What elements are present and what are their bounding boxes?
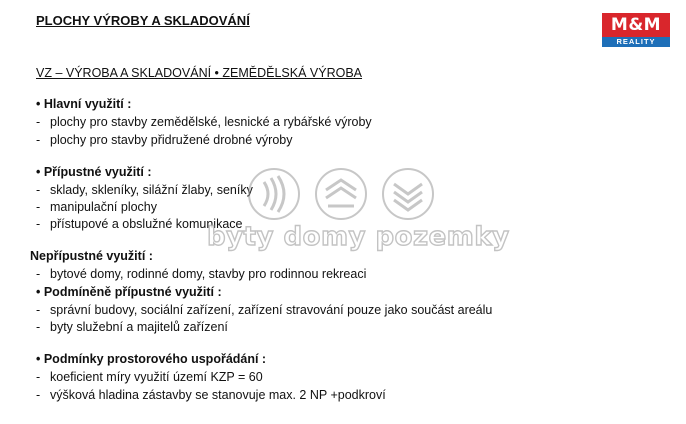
list-dash: - — [36, 183, 41, 197]
list-item-text: správní budovy, sociální zařízení, zařízení stravování pouze jako součást areálu — [50, 303, 493, 317]
layers-icon — [383, 169, 433, 219]
list-dash: - — [36, 320, 41, 334]
document-subtitle: VZ – VÝROBA A SKLADOVÁNÍ • ZEMĚDĚLSKÁ VÝROBA — [36, 66, 363, 80]
watermark-text: byty domy pozemky — [207, 222, 510, 252]
list-dash: - — [36, 133, 41, 147]
logo — [602, 13, 670, 47]
list-item-text: bytové domy, rodinné domy, stavby pro rodinnou rekreaci — [50, 267, 367, 281]
list-dash: - — [36, 370, 41, 384]
watermark-icons — [246, 166, 436, 222]
section-heading-permitted-use: • Přípustné využití : — [36, 165, 152, 179]
list-item — [36, 133, 293, 147]
list-item — [36, 200, 157, 214]
list-item — [36, 320, 228, 334]
list-item-text: plochy pro stavby přidružené drobné výroby — [50, 133, 293, 147]
list-dash: - — [36, 388, 41, 402]
logo-tagline: REALITY — [602, 37, 670, 47]
house-roof-icon — [316, 169, 366, 219]
section-heading-prohibited-use: Nepřípustné využití : — [30, 249, 153, 263]
section-heading-main-use: • Hlavní využití : — [36, 97, 132, 111]
list-item-text: přístupové a obslužné komunikace — [50, 217, 243, 231]
list-item-text: manipulační plochy — [50, 200, 158, 214]
list-item — [36, 115, 372, 129]
section-heading-conditional-use: • Podmíněně přípustné využití : — [36, 285, 222, 299]
logo-brand: M&M — [602, 13, 670, 37]
list-dash: - — [36, 115, 41, 129]
document-title: PLOCHY VÝROBY A SKLADOVÁNÍ — [36, 13, 250, 28]
list-item-text: koeficient míry využití území KZP = 60 — [50, 370, 263, 384]
list-item — [36, 267, 366, 281]
list-item — [36, 388, 386, 402]
list-item-text: sklady, skleníky, silážní žlaby, seníky — [50, 183, 253, 197]
list-dash: - — [36, 303, 41, 317]
list-item — [36, 303, 492, 317]
list-dash: - — [36, 267, 41, 281]
list-item — [36, 183, 253, 197]
section-heading-spatial-conditions: • Podmínky prostorového uspořádání : — [36, 352, 267, 366]
list-item-text: byty služební a majitelů zařízení — [50, 320, 228, 334]
list-item-text: plochy pro stavby zemědělské, lesnické a rybářské výroby — [50, 115, 372, 129]
list-dash: - — [36, 200, 41, 214]
list-item — [36, 370, 263, 384]
list-dash: - — [36, 217, 41, 231]
list-item-text: výšková hladina zástavby se stanovuje max. 2 NP +podkroví — [50, 388, 386, 402]
sound-wave-icon — [249, 169, 299, 219]
